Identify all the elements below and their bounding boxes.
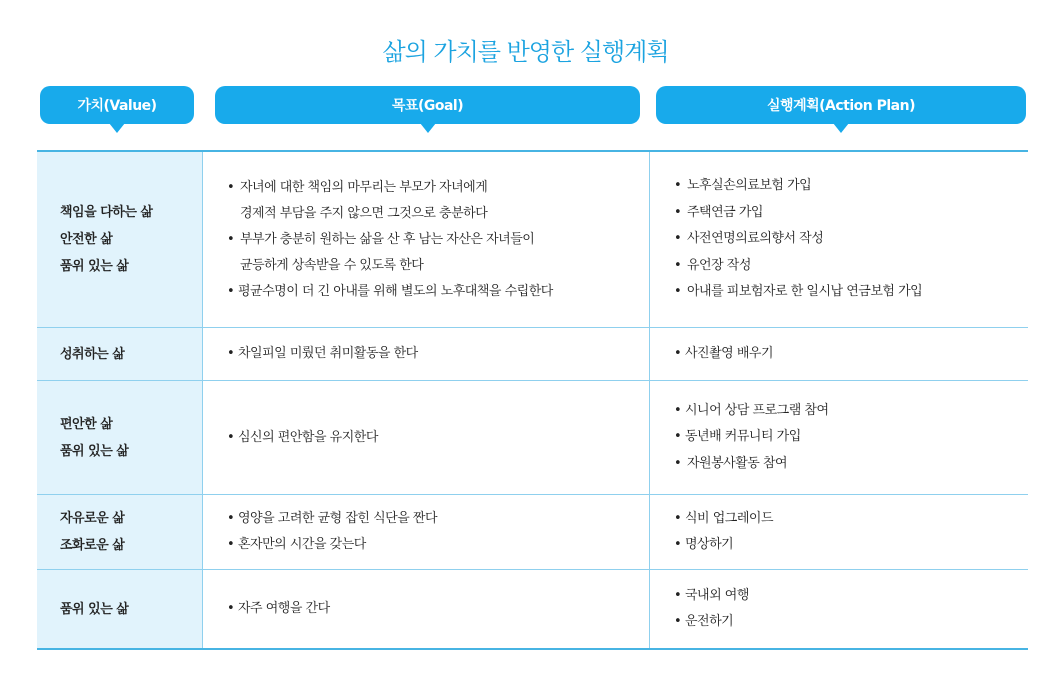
action-item [674, 609, 1028, 636]
action-item [674, 279, 1028, 306]
value-label: 조화로운 삶 [60, 538, 125, 553]
bullet: • [227, 231, 235, 247]
goal-cell [203, 328, 650, 380]
goal-cell [203, 495, 650, 569]
goal-item [227, 506, 649, 532]
goal-text: 심신의 편안함을 유지한다 [238, 429, 378, 445]
bullet: • [674, 402, 682, 418]
action-text: 주택연금 가입 [687, 204, 763, 220]
bullet: • [674, 257, 682, 273]
goal-item [227, 175, 649, 201]
bullet: • [674, 537, 682, 552]
table-row [37, 152, 1028, 328]
table-row [37, 570, 1028, 648]
goal-cell [203, 570, 650, 648]
action-text: 식비 업그레이드 [685, 510, 774, 526]
table-row [37, 328, 1028, 381]
action-text: 노후실손의료보험 가입 [687, 178, 812, 194]
action-text: 아내를 피보험자로 한 일시납 연금보험 가입 [687, 284, 923, 300]
bullet: • [227, 429, 235, 445]
bullet: • [674, 345, 682, 361]
action-item [674, 226, 1028, 253]
goal-text: 자주 여행을 간다 [238, 601, 330, 616]
bullet: • [674, 614, 682, 629]
header-action: 실행계획(Action Plan) [656, 86, 1026, 124]
value-cell [37, 570, 203, 648]
goal-text: 영양을 고려한 균형 잡힌 식단을 짠다 [238, 511, 438, 526]
value-label: 품위 있는 삶 [60, 601, 129, 617]
goal-text: 부부가 충분히 원하는 삶을 산 후 남는 자산은 자녀들이 [240, 231, 535, 247]
action-cell [650, 570, 1028, 648]
action-item [674, 532, 1028, 559]
action-plan-table [37, 150, 1028, 650]
page-title: 삶의 가치를 반영한 실행계획 [382, 38, 669, 66]
bullet: • [227, 511, 235, 526]
bullet: • [674, 204, 682, 220]
action-cell [650, 381, 1028, 494]
value-cell [37, 381, 203, 494]
bullet: • [227, 346, 235, 361]
bullet: • [227, 537, 235, 552]
goal-cell [203, 152, 650, 327]
action-cell [650, 328, 1028, 380]
goal-item [227, 341, 649, 367]
action-cell [650, 495, 1028, 569]
goal-text: 혼자만의 시간을 갖는다 [238, 537, 366, 552]
action-item [674, 253, 1028, 280]
action-item [674, 451, 1028, 478]
value-cell [37, 152, 203, 327]
action-item [674, 398, 1028, 425]
value-label: 자유로운 삶 [60, 511, 125, 526]
goal-item [227, 227, 649, 253]
goal-text: 자녀에 대한 책임의 마무리는 부모가 자녀에게 [240, 179, 488, 195]
action-text: 명상하기 [685, 537, 734, 552]
action-text: 운전하기 [685, 614, 734, 629]
bullet: • [674, 455, 682, 471]
action-text: 시니어 상담 프로그램 참여 [685, 402, 829, 418]
bullet: • [227, 179, 235, 195]
action-cell [650, 152, 1028, 327]
header-value: 가치(Value) [40, 86, 194, 124]
value-label: 책임을 다하는 삶 [60, 205, 153, 220]
goal-item [227, 279, 649, 305]
goal-text: 차일피일 미뤘던 취미활동을 한다 [238, 346, 418, 361]
goal-text: 평균수명이 더 긴 아내를 위해 별도의 노후대책을 수립한다 [238, 283, 553, 299]
action-text: 사전연명의료의향서 작성 [687, 231, 824, 247]
action-text: 유언장 작성 [687, 257, 751, 273]
bullet: • [674, 510, 682, 526]
action-text: 사진촬영 배우기 [685, 345, 774, 361]
bullet: • [227, 601, 235, 616]
value-label: 안전한 삶 [60, 232, 113, 247]
bullet: • [674, 284, 682, 300]
header-goal: 목표(Goal) [215, 86, 640, 124]
action-item [674, 173, 1028, 200]
value-label: 품위 있는 삶 [60, 443, 129, 459]
action-item [674, 583, 1028, 610]
action-text: 자원봉사활동 참여 [687, 455, 788, 471]
value-label: 품위 있는 삶 [60, 259, 129, 274]
goal-item [227, 596, 649, 622]
action-text: 동년배 커뮤니티 가입 [685, 429, 801, 445]
table-row [37, 495, 1028, 570]
bullet: • [674, 231, 682, 247]
goal-continuation: 균등하게 상속받을 수 있도록 한다 [240, 257, 424, 273]
action-text: 국내외 여행 [685, 587, 749, 603]
action-item [674, 341, 1028, 368]
table-row [37, 381, 1028, 495]
bullet: • [674, 429, 682, 445]
action-item [674, 424, 1028, 451]
goal-item [227, 532, 649, 558]
goal-cell [203, 381, 650, 494]
value-label: 편안한 삶 [60, 416, 113, 432]
value-label: 성취하는 삶 [60, 346, 125, 362]
value-cell [37, 328, 203, 380]
goal-item [227, 425, 649, 451]
value-cell [37, 495, 203, 569]
action-item [674, 200, 1028, 227]
bullet: • [674, 178, 682, 194]
bullet: • [227, 283, 235, 299]
goal-continuation: 경제적 부담을 주지 않으면 그것으로 충분하다 [240, 205, 488, 221]
action-item [674, 506, 1028, 533]
bullet: • [674, 587, 682, 603]
